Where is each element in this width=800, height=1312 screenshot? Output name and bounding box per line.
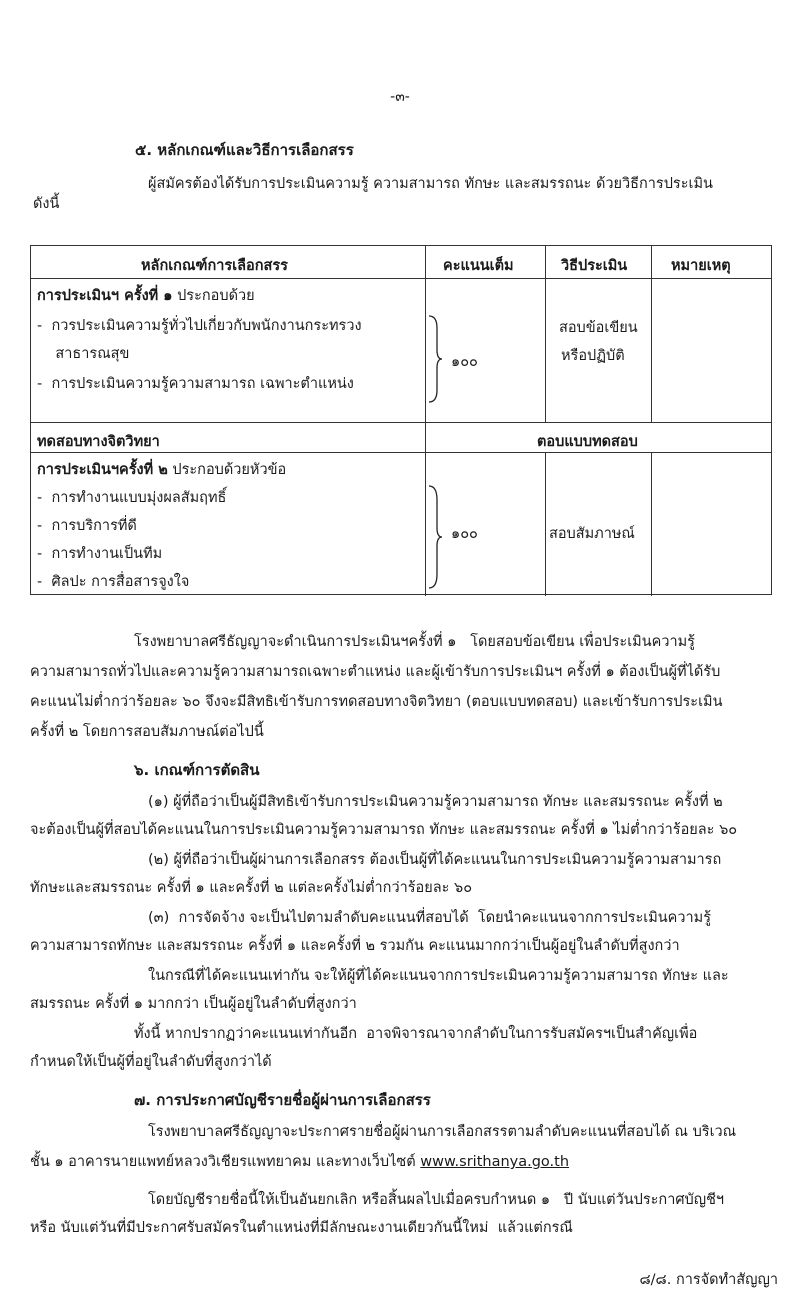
psych-label: ทดสอบทางจิตวิทยา <box>37 434 160 450</box>
criterion-3: (๓) การจัดจ้าง จะเป็นไปตามลำดับคะแนนที่สอบได้ โดยนำคะแนนจากการประเมินความรู้ <box>148 910 711 926</box>
body-paragraph-line: ครั้งที่ ๒ โดยการสอบสัมภาษณ์ต่อไปนี้ <box>30 724 264 740</box>
tie-rule-2-cont: กำหนดให้เป็นผู้ที่อยู่ในลำดับที่สูงกว่าได้ <box>30 1054 272 1070</box>
round2-title: การประเมินฯครั้งที่ ๒ ประกอบด้วยหัวข้อ <box>37 462 287 478</box>
criterion-2-cont: ทักษะและสมรรถนะ ครั้งที่ ๑ และครั้งที่ ๒ แต่ละครั้งไม่ต่ำกว่าร้อยละ ๖๐ <box>30 880 473 896</box>
next-section-marker: ๘/๘. การจัดทำสัญญา <box>639 1272 778 1288</box>
round1-method: สอบข้อเขียน <box>559 320 638 336</box>
validity-paragraph-cont: หรือ นับแต่วันที่มีประกาศรับสมัครในตำแหน่งที่มีลักษณะงานเดียวกันนี้ใหม่ แล้วแต่กรณี <box>30 1220 573 1236</box>
table-header-remark: หมายเหตุ <box>671 258 731 274</box>
brace-icon <box>427 484 443 590</box>
tie-rule-cont: สมรรถนะ ครั้งที่ ๑ มากกว่า เป็นผู้อยู่ในลำดับที่สูงกว่า <box>30 996 357 1012</box>
announcement-paragraph-cont: ชั้น ๑ อาคารนายแพทย์หลวงวิเชียรแพทยาคม และทางเว็บไซต์ www.srithanya.go.th <box>30 1154 570 1170</box>
criterion-1-cont: จะต้องเป็นผู้ที่สอบได้คะแนนในการประเมินความรู้ความสามารถ ทักษะ และสมรรถนะ ครั้งที่ ๑ ไม่ต่ำกว่าร้อยละ ๖๐ <box>30 822 738 838</box>
table-header-criteria: หลักเกณฑ์การเลือกสรร <box>141 258 288 274</box>
table-header-method: วิธีประเมิน <box>561 258 628 274</box>
list-item: - การบริการที่ดี <box>37 518 137 534</box>
announcement-paragraph: โรงพยาบาลศรีธัญญาจะประกาศรายชื่อผู้ผ่านการเลือกสรรตามลำดับคะแนนที่สอบได้ ณ บริเวณ <box>148 1124 737 1140</box>
round1-score: ๑๐๐ <box>451 354 478 370</box>
page-number: -๓- <box>390 89 410 105</box>
brace-icon <box>427 314 443 404</box>
round1-method-cont: หรือปฏิบัติ <box>561 348 625 364</box>
list-item: สาธารณสุข <box>37 346 130 362</box>
section5-heading: ๕. หลักเกณฑ์และวิธีการเลือกสรร <box>135 141 354 159</box>
list-item: - กวรประเมินความรู้ทั่วไปเกี่ยวกับพนักงานกระทรวง <box>37 318 362 334</box>
round1-title: การประเมินฯ ครั้งที่ ๑ ประกอบด้วย <box>37 288 255 304</box>
body-paragraph-line: โรงพยาบาลศรีธัญญาจะดำเนินการประเมินฯครั้งที่ ๑ โดยสอบข้อเขียน เพื่อประเมินความรู้ <box>134 634 695 650</box>
criterion-1: (๑) ผู้ที่ถือว่าเป็นผู้มีสิทธิเข้ารับการประเมินความรู้ความสามารถ ทักษะ และสมรรถนะ ครั้งที่ ๒ <box>148 794 723 810</box>
validity-paragraph: โดยบัญชีรายชื่อนี้ให้เป็นอันยกเลิก หรือสิ้นผลไปเมื่อครบกำหนด ๑ ปี นับแต่วันประกาศบัญชีฯ <box>148 1192 725 1208</box>
section7-heading: ๗. การประกาศบัญชีรายชื่อผู้ผ่านการเลือกสรร <box>134 1091 431 1109</box>
list-item: - การทำงานเป็นทีม <box>37 546 163 562</box>
list-item: - การประเมินความรู้ความสามารถ เฉพาะตำแหน่ง <box>37 376 354 392</box>
table-header-score: คะแนนเต็ม <box>443 258 514 274</box>
round2-method: สอบสัมภาษณ์ <box>549 526 635 542</box>
tie-rule-2: ทั้งนี้ หากปรากฏว่าคะแนนเท่ากันอีก อาจพิจารณาจากลำดับในการรับสมัครฯเป็นสำคัญเพื่อ <box>134 1026 698 1042</box>
criterion-3-cont: ความสามารถทักษะ และสมรรถนะ ครั้งที่ ๑ และครั้งที่ ๒ รวมกัน คะแนนมากกว่าเป็นผู้อยู่ในลำดับที่สูงกว่า <box>30 938 680 954</box>
section5-intro-cont: ดังนี้ <box>33 196 60 212</box>
section6-heading: ๖. เกณฑ์การตัดสิน <box>134 761 260 779</box>
website-link[interactable]: www.srithanya.go.th <box>420 1154 570 1170</box>
criterion-2: (๒) ผู้ที่ถือว่าเป็นผู้ผ่านการเลือกสรร ต้องเป็นผู้ที่ได้คะแนนในการประเมินความรู้ความสามารถ <box>148 852 722 868</box>
body-paragraph-line: ความสามารถทั่วไปและความรู้ความสามารถเฉพาะตำแหน่ง และผู้เข้ารับการประเมินฯ ครั้งที่ ๑ ต้องเป็นผู้ที่ได้รับ <box>30 664 721 680</box>
list-item: - ศิลปะ การสื่อสารจูงใจ <box>37 574 190 590</box>
body-paragraph-line: คะแนนไม่ต่ำกว่าร้อยละ ๖๐ จึงจะมีสิทธิเข้ารับการทดสอบทางจิตวิทยา (ตอบแบบทดสอบ) และเข้ารับการประเมิน <box>30 694 723 710</box>
tie-rule: ในกรณีที่ได้คะแนนเท่ากัน จะให้ผู้ที่ได้คะแนนจากการประเมินความรู้ความสามารถ ทักษะ และ <box>148 968 729 984</box>
list-item: - การทำงานแบบมุ่งผลสัมฤทธิ์ <box>37 490 227 506</box>
psych-method: ตอบแบบทดสอบ <box>537 434 638 450</box>
section5-intro: ผู้สมัครต้องได้รับการประเมินความรู้ ความสามารถ ทักษะ และสมรรถนะ ด้วยวิธีการประเมิน <box>148 176 713 192</box>
criteria-table <box>30 245 772 595</box>
round2-score: ๑๐๐ <box>451 526 478 542</box>
